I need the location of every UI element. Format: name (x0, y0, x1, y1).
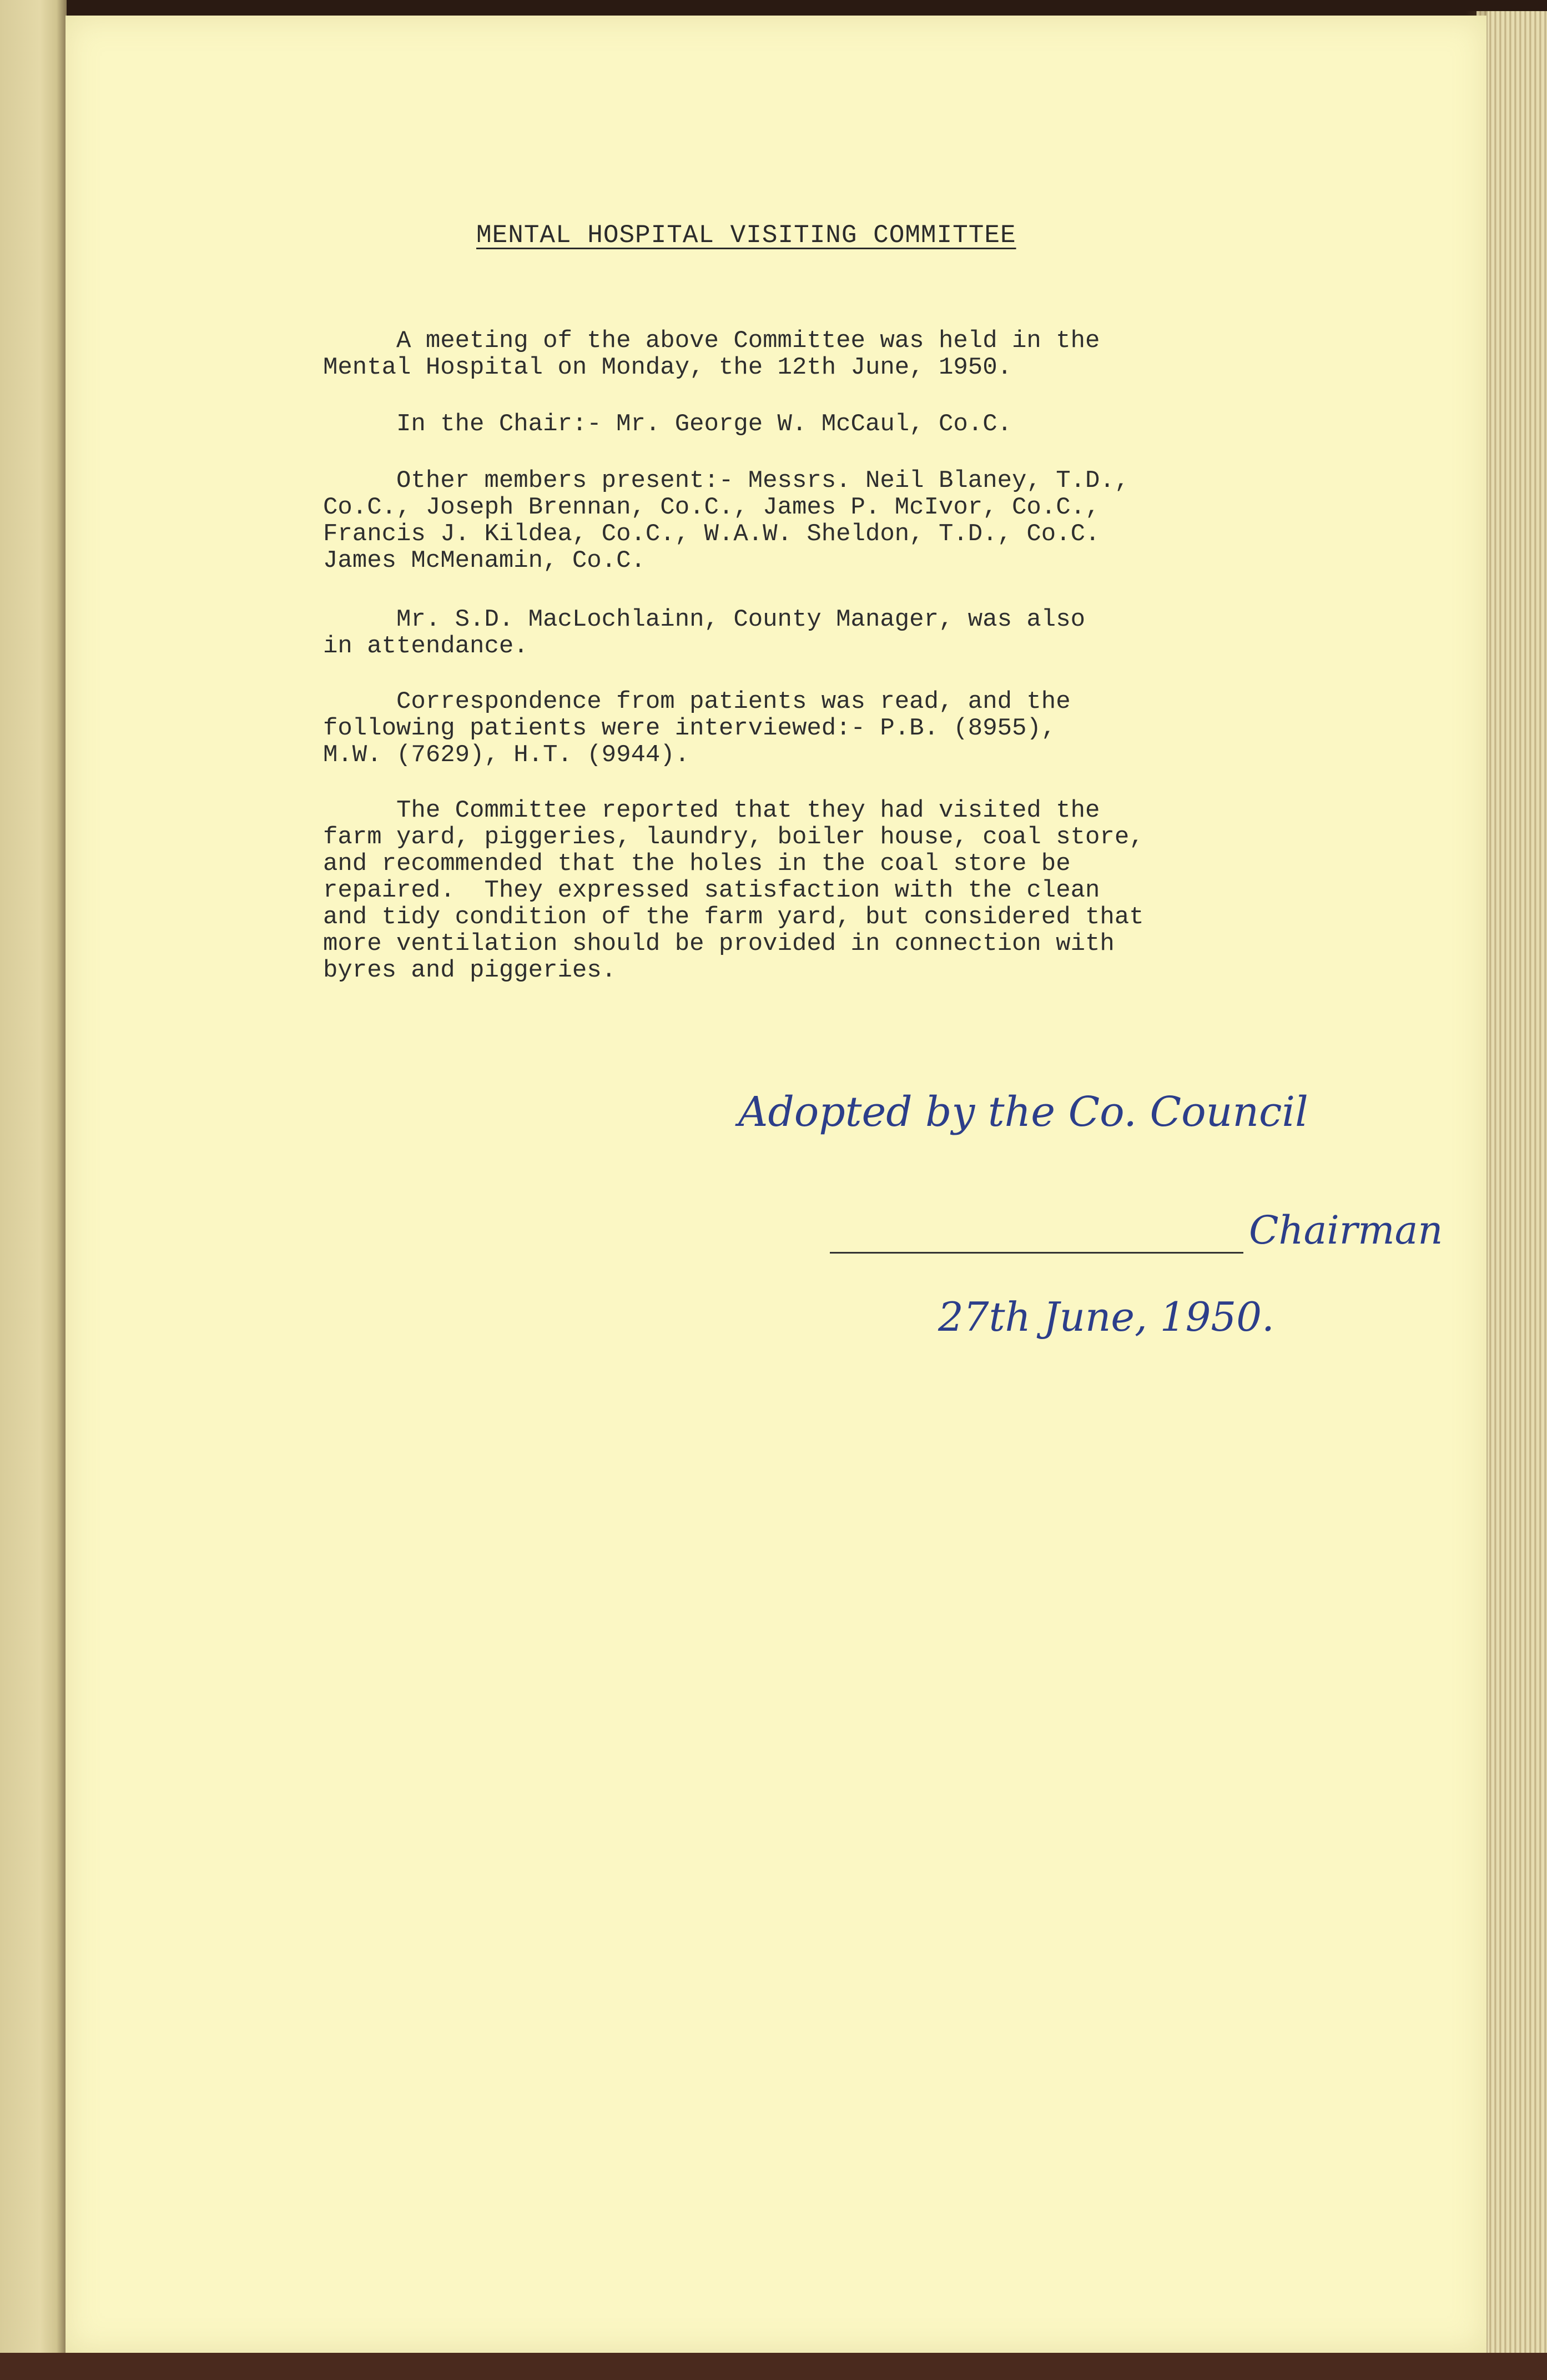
paragraph-chair: In the Chair:- Mr. George W. McCaul, Co.C. (323, 410, 1012, 438)
paragraph-visit-report: The Committee reported that they had visited the farm yard, piggeries, laundry, boiler house, coal store, and recommended that the holes in the coal store be repaired. They expressed satisfaction with the clean and tidy condition of the farm yard, but considered that more ventilation should be provided in connection with byres and piggeries. (323, 797, 1144, 984)
handwritten-date: 27th June, 1950. (938, 1294, 1274, 1340)
handwritten-chairman-label: Chairman (1249, 1207, 1443, 1253)
paragraph-members: Other members present:- Messrs. Neil Blaney, T.D., Co.C., Joseph Brennan, Co.C., James P. McIvor, Co.C., Francis J. Kildea, Co.C., W.A.W. Sheldon, T.D., Co.C. James McMenamin, Co.C. (323, 467, 1130, 575)
paragraph-manager: Mr. S.D. MacLochlainn, County Manager, was also in attendance. (323, 606, 1086, 660)
book-binding (0, 0, 67, 2380)
handwritten-adoption-note: Adopted by the Co. Council (738, 1088, 1308, 1136)
paragraph-correspondence: Correspondence from patients was read, and the following patients were interviewed:- P.B. (8955), M.W. (7629), H.T. (9944). (323, 688, 1071, 769)
signature-line (830, 1252, 1243, 1254)
bottom-cover-edge (0, 2353, 1547, 2380)
document-title: MENTAL HOSPITAL VISITING COMMITTEE (476, 221, 1016, 250)
paragraph-meeting: A meeting of the above Committee was held in the Mental Hospital on Monday, the 12th June, 1950. (323, 327, 1100, 381)
